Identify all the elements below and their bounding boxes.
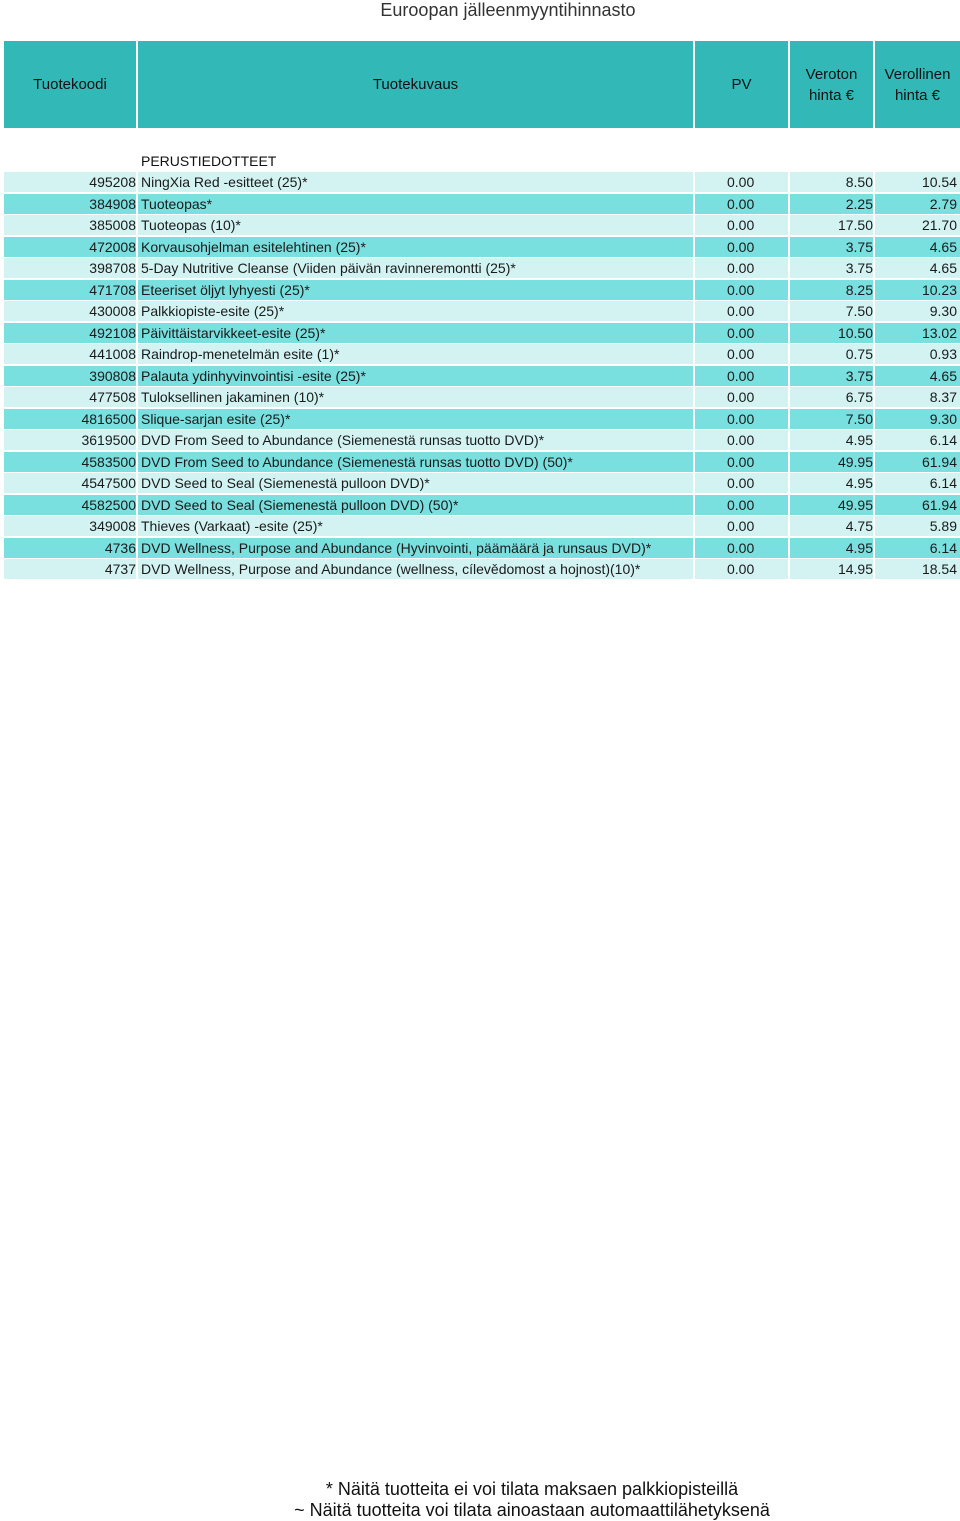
product-description: DVD From Seed to Abundance (Siemenestä runsas tuotto DVD)* (141, 432, 545, 448)
product-code: 3619500 (81, 432, 136, 448)
table-row (0, 194, 960, 216)
product-pv: 0.00 (727, 260, 755, 276)
product-pv: 0.00 (727, 217, 755, 233)
product-gross-price: 6.14 (929, 432, 957, 448)
product-gross-price: 9.30 (929, 303, 957, 319)
price-table-body (0, 172, 960, 581)
product-pv: 0.00 (727, 174, 755, 190)
product-description: Slique-sarjan esite (25)* (141, 410, 291, 427)
table-row (0, 258, 960, 280)
product-pv: 0.00 (727, 281, 755, 298)
product-code: 384908 (89, 195, 136, 212)
product-description: Palkkiopiste-esite (25)* (141, 303, 285, 319)
product-gross-price: 13.02 (921, 324, 957, 341)
product-description: DVD Wellness, Purpose and Abundance (wellness, cílevědomost a hojnost)(10)* (141, 561, 641, 577)
product-description: Eteeriset öljyt lyhyesti (25)* (141, 281, 310, 298)
product-code: 430008 (89, 303, 136, 319)
product-description: DVD Wellness, Purpose and Abundance (Hyvinvointi, päämäärä ja runsaus DVD)* (141, 539, 652, 556)
table-row (0, 495, 960, 517)
table-row (0, 473, 960, 495)
product-pv: 0.00 (727, 346, 755, 362)
section-title: PERUSTIEDOTTEET (141, 153, 277, 169)
product-pv: 0.00 (727, 195, 755, 212)
header-description (138, 41, 693, 128)
product-net-price: 49.95 (837, 496, 873, 513)
product-gross-price: 5.89 (929, 518, 957, 534)
table-row (0, 516, 960, 538)
product-gross-price: 10.23 (921, 281, 957, 298)
product-net-price: 8.25 (845, 281, 873, 298)
product-pv: 0.00 (727, 389, 755, 405)
table-row (0, 280, 960, 302)
product-net-price: 4.75 (845, 518, 873, 534)
product-code: 398708 (89, 260, 136, 276)
table-row (0, 237, 960, 259)
product-pv: 0.00 (727, 303, 755, 319)
table-row (0, 215, 960, 237)
footer-note-points: * Näitä tuotteita ei voi tilata maksaen palkkiopisteillä (325, 1479, 739, 1499)
product-pv: 0.00 (727, 238, 755, 255)
header-net-price (790, 41, 873, 128)
product-gross-price: 10.54 (921, 174, 957, 190)
product-gross-price: 4.65 (929, 367, 957, 384)
product-net-price: 3.75 (845, 238, 873, 255)
product-pv: 0.00 (727, 539, 755, 556)
product-pv: 0.00 (727, 410, 755, 427)
product-description: Päivittäistarvikkeet-esite (25)* (141, 324, 326, 341)
product-net-price: 7.50 (845, 410, 873, 427)
product-description: Tuloksellinen jakaminen (10)* (141, 389, 325, 405)
table-header (4, 41, 960, 128)
header-code (4, 41, 136, 128)
product-pv: 0.00 (727, 475, 755, 491)
product-pv: 0.00 (727, 432, 755, 448)
header-gross-price (875, 41, 960, 128)
product-code: 4736 (104, 539, 136, 556)
product-code: 441008 (89, 346, 136, 362)
product-code: 492108 (89, 324, 136, 341)
product-pv: 0.00 (727, 367, 755, 384)
product-code: 495208 (89, 174, 136, 190)
product-net-price: 3.75 (845, 260, 873, 276)
product-description: Tuoteopas* (141, 195, 213, 212)
product-net-price: 4.95 (845, 432, 873, 448)
table-row (0, 538, 960, 560)
product-code: 349008 (89, 518, 136, 534)
product-net-price: 8.50 (845, 174, 873, 190)
product-description: DVD From Seed to Abundance (Siemenestä runsas tuotto DVD) (50)* (141, 453, 573, 470)
header-code-label: Tuotekoodi (33, 76, 107, 93)
product-gross-price: 6.14 (929, 539, 957, 556)
product-gross-price: 9.30 (929, 410, 957, 427)
product-net-price: 7.50 (845, 303, 873, 319)
product-description: DVD Seed to Seal (Siemenestä pulloon DVD)* (141, 475, 430, 491)
header-gross-price-label: Verollinen hinta € (884, 65, 951, 104)
product-code: 477508 (89, 389, 136, 405)
product-net-price: 10.50 (837, 324, 873, 341)
product-gross-price: 4.65 (929, 238, 957, 255)
product-description: 5-Day Nutritive Cleanse (Viiden päivän ravinneremontti (25)* (141, 260, 516, 276)
product-gross-price: 0.93 (929, 346, 957, 362)
product-pv: 0.00 (727, 324, 755, 341)
product-code: 385008 (89, 217, 136, 233)
table-row (0, 301, 960, 323)
product-pv: 0.00 (727, 496, 755, 513)
product-description: Tuoteopas (10)* (141, 217, 241, 233)
product-code: 390808 (89, 367, 136, 384)
product-gross-price: 2.79 (929, 195, 957, 212)
table-row (0, 323, 960, 345)
header-description-label: Tuotekuvaus (372, 76, 459, 93)
product-net-price: 17.50 (837, 217, 873, 233)
product-net-price: 0.75 (845, 346, 873, 362)
product-pv: 0.00 (727, 453, 755, 470)
product-description: NingXia Red -esitteet (25)* (141, 174, 308, 190)
product-gross-price: 4.65 (929, 260, 957, 276)
table-row (0, 344, 960, 366)
product-description: Korvausohjelman esitelehtinen (25)* (141, 238, 366, 255)
table-row (0, 387, 960, 409)
product-code: 471708 (89, 281, 136, 298)
product-gross-price: 6.14 (929, 475, 957, 491)
page-title: Euroopan jälleenmyyntihinnasto (380, 0, 636, 20)
product-net-price: 3.75 (845, 367, 873, 384)
product-code: 472008 (89, 238, 136, 255)
product-gross-price: 61.94 (921, 453, 957, 470)
table-row (0, 452, 960, 474)
product-description: Raindrop-menetelmän esite (1)* (141, 346, 340, 362)
product-description: Palauta ydinhyvinvointisi -esite (25)* (141, 367, 366, 384)
header-pv (695, 41, 788, 128)
table-row (0, 430, 960, 452)
product-code: 4583500 (81, 453, 136, 470)
header-net-price-label: Veroton hinta € (805, 65, 858, 104)
product-net-price: 6.75 (845, 389, 873, 405)
product-net-price: 2.25 (845, 195, 873, 212)
product-description: DVD Seed to Seal (Siemenestä pulloon DVD) (50)* (141, 496, 459, 513)
product-code: 4547500 (81, 475, 136, 491)
product-net-price: 4.95 (845, 539, 873, 556)
product-pv: 0.00 (727, 561, 755, 577)
product-code: 4816500 (81, 410, 136, 427)
product-pv: 0.00 (727, 518, 755, 534)
header-pv-label: PV (731, 76, 752, 93)
product-net-price: 14.95 (837, 561, 873, 577)
product-net-price: 49.95 (837, 453, 873, 470)
product-net-price: 4.95 (845, 475, 873, 491)
table-row (0, 559, 960, 581)
product-gross-price: 61.94 (921, 496, 957, 513)
footer-note-autoship: ~ Näitä tuotteita voi tilata ainoastaan automaattilähetyksenä (294, 1500, 770, 1520)
product-code: 4737 (104, 561, 136, 577)
product-gross-price: 8.37 (929, 389, 957, 405)
table-row (0, 172, 960, 194)
product-code: 4582500 (81, 496, 136, 513)
product-description: Thieves (Varkaat) -esite (25)* (141, 518, 323, 534)
table-row (0, 366, 960, 388)
product-gross-price: 21.70 (921, 217, 957, 233)
product-gross-price: 18.54 (921, 561, 957, 577)
table-row (0, 409, 960, 431)
